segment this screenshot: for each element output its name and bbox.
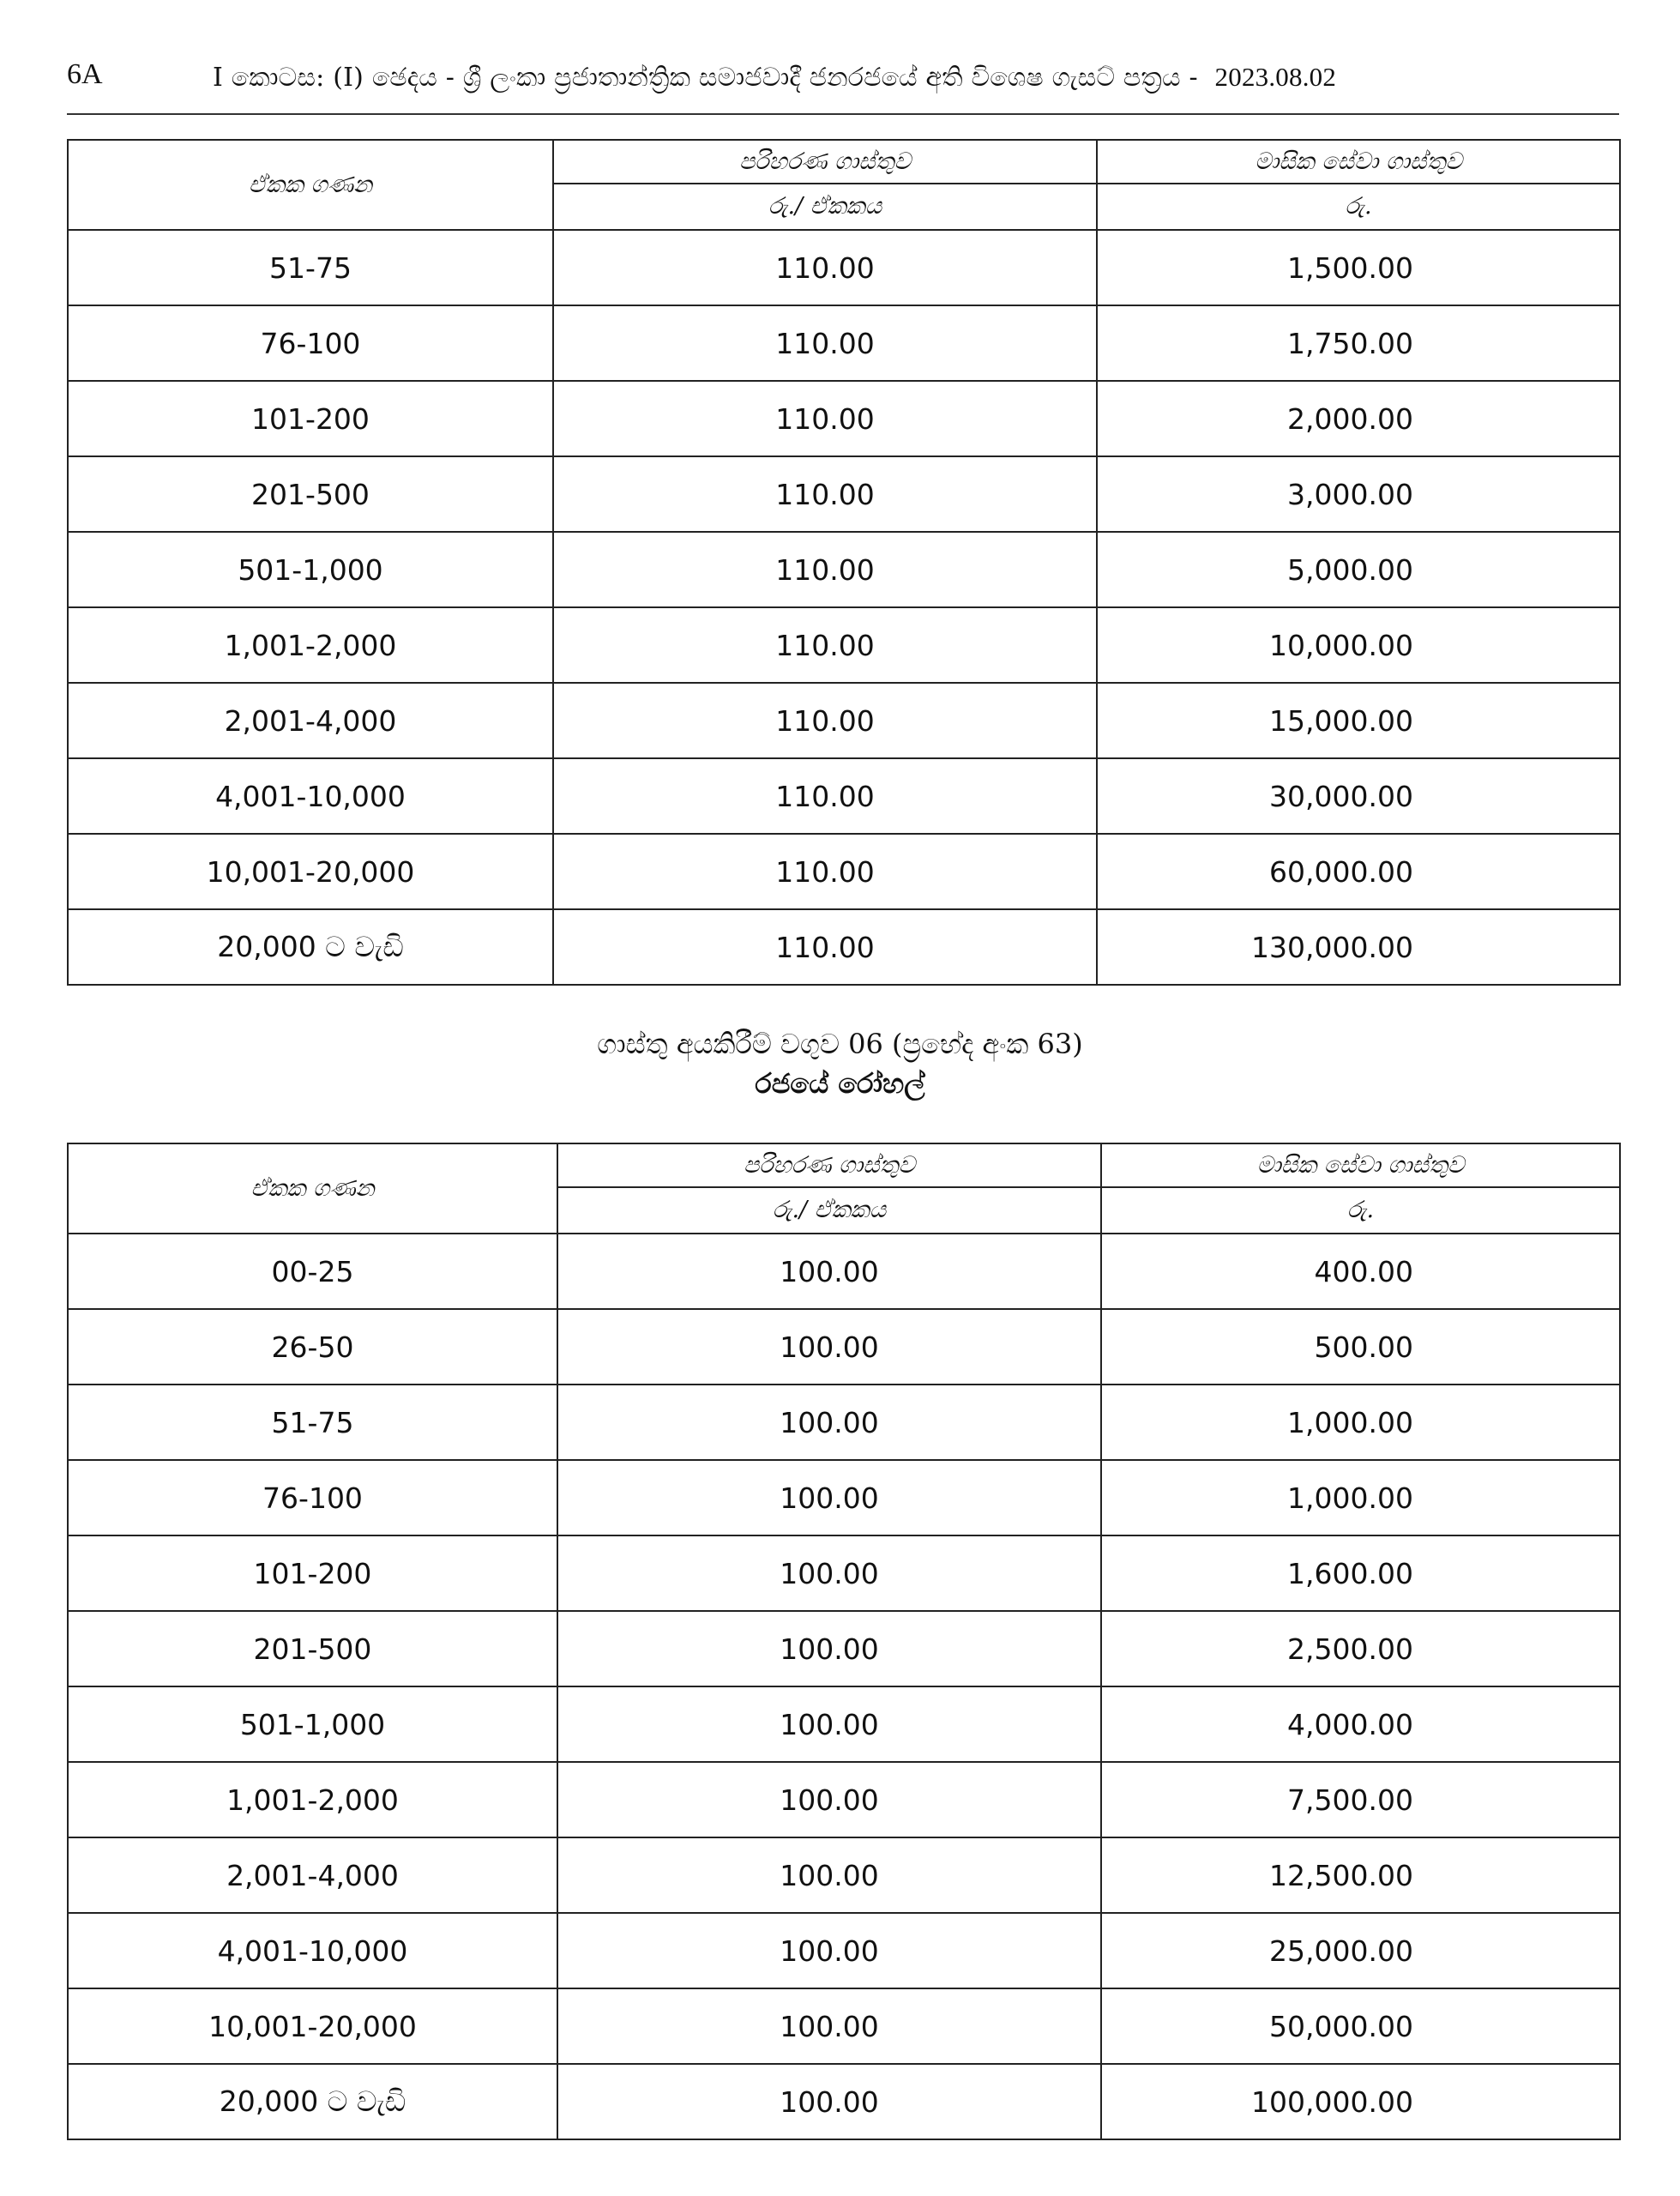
usage-charge-cell: 110.00 <box>553 305 1097 381</box>
table-row <box>68 1913 1620 1988</box>
tariff-table-2 <box>67 1143 1621 2140</box>
table-row <box>68 1309 1620 1385</box>
units-cell: 20,000 ට වැඩි <box>68 909 553 985</box>
monthly-charge-cell: 50,000.00 <box>1101 1988 1620 2064</box>
usage-charge-cell: 100.00 <box>557 1913 1101 1988</box>
usage-charge-cell: 110.00 <box>553 683 1097 758</box>
monthly-charge-cell: 500.00 <box>1101 1309 1620 1385</box>
header-monthly-unit: රු. <box>1097 184 1620 230</box>
units-cell: 4,001-10,000 <box>68 1913 557 1988</box>
units-cell: 501-1,000 <box>68 1686 557 1762</box>
units-cell: 4,001-10,000 <box>68 758 553 834</box>
usage-charge-cell: 110.00 <box>553 834 1097 909</box>
monthly-charge-cell: 60,000.00 <box>1097 834 1620 909</box>
table-row <box>68 230 1620 305</box>
header-usage-charge: පරිහරණ ගාස්තුව <box>553 140 1097 184</box>
table-row <box>68 305 1620 381</box>
header-units: ඒකක ගණන <box>68 140 553 230</box>
monthly-charge-cell: 400.00 <box>1101 1234 1620 1309</box>
tariff-table-1 <box>67 139 1621 986</box>
units-cell: 1,001-2,000 <box>68 607 553 683</box>
units-cell: 26-50 <box>68 1309 557 1385</box>
table-row <box>68 834 1620 909</box>
units-cell: 1,001-2,000 <box>68 1762 557 1837</box>
monthly-charge-cell: 5,000.00 <box>1097 532 1620 607</box>
table-row <box>68 456 1620 532</box>
section-subtitle: රජයේ රෝහල් <box>755 1067 925 1100</box>
table-row <box>68 2064 1620 2139</box>
header-usage-unit: රු./ ඒකකය <box>557 1187 1101 1234</box>
usage-charge-cell: 110.00 <box>553 230 1097 305</box>
units-cell: 201-500 <box>68 1611 557 1686</box>
units-cell: 2,001-4,000 <box>68 1837 557 1913</box>
monthly-charge-cell: 1,750.00 <box>1097 305 1620 381</box>
monthly-charge-cell: 1,500.00 <box>1097 230 1620 305</box>
usage-charge-cell: 100.00 <box>557 1988 1101 2064</box>
units-cell: 76-100 <box>68 1460 557 1535</box>
table-row <box>68 607 1620 683</box>
usage-charge-cell: 110.00 <box>553 381 1097 456</box>
usage-charge-cell: 100.00 <box>557 1385 1101 1460</box>
running-title-text: I කොටස: (I) ඡෙදය - ශ්‍රී ලංකා ප්‍රජාතාන්ත්‍රික සමාජවාදී ජනරජයේ අති විශෙෂ ගැසට් පත්‍රය - <box>213 63 1198 93</box>
usage-charge-cell: 100.00 <box>557 1535 1101 1611</box>
table-row <box>68 1686 1620 1762</box>
units-cell: 51-75 <box>68 1385 557 1460</box>
usage-charge-cell: 110.00 <box>553 532 1097 607</box>
monthly-charge-cell: 12,500.00 <box>1101 1837 1620 1913</box>
units-cell: 76-100 <box>68 305 553 381</box>
monthly-charge-cell: 2,000.00 <box>1097 381 1620 456</box>
table-row <box>68 1385 1620 1460</box>
monthly-charge-cell: 30,000.00 <box>1097 758 1620 834</box>
monthly-charge-cell: 1,000.00 <box>1101 1385 1620 1460</box>
units-cell: 501-1,000 <box>68 532 553 607</box>
units-cell: 101-200 <box>68 1535 557 1611</box>
monthly-charge-cell: 4,000.00 <box>1101 1686 1620 1762</box>
monthly-charge-cell: 2,500.00 <box>1101 1611 1620 1686</box>
header-monthly-charge: මාසික සේවා ගාස්තුව <box>1101 1143 1620 1187</box>
monthly-charge-cell: 15,000.00 <box>1097 683 1620 758</box>
table-row <box>68 1762 1620 1837</box>
usage-charge-cell: 110.00 <box>553 758 1097 834</box>
units-cell: 00-25 <box>68 1234 557 1309</box>
table-row <box>68 1611 1620 1686</box>
table-row <box>68 758 1620 834</box>
monthly-charge-cell: 10,000.00 <box>1097 607 1620 683</box>
monthly-charge-cell: 1,000.00 <box>1101 1460 1620 1535</box>
usage-charge-cell: 100.00 <box>557 1309 1101 1385</box>
monthly-charge-cell: 100,000.00 <box>1101 2064 1620 2139</box>
monthly-charge-cell: 25,000.00 <box>1101 1913 1620 1988</box>
page-number: 6A <box>67 58 103 90</box>
table-row <box>68 381 1620 456</box>
header-usage-unit: රු./ ඒකකය <box>553 184 1097 230</box>
monthly-charge-cell: 130,000.00 <box>1097 909 1620 985</box>
usage-charge-cell: 100.00 <box>557 1762 1101 1837</box>
page-header <box>67 53 1619 115</box>
monthly-charge-cell: 1,600.00 <box>1101 1535 1620 1611</box>
header-usage-charge: පරිහරණ ගාස්තුව <box>557 1143 1101 1187</box>
monthly-charge-cell: 3,000.00 <box>1097 456 1620 532</box>
units-cell: 101-200 <box>68 381 553 456</box>
table-row <box>68 683 1620 758</box>
units-cell: 201-500 <box>68 456 553 532</box>
monthly-charge-cell: 7,500.00 <box>1101 1762 1620 1837</box>
usage-charge-cell: 100.00 <box>557 1234 1101 1309</box>
table-2-body <box>68 1234 1620 2139</box>
table-row <box>68 532 1620 607</box>
usage-charge-cell: 100.00 <box>557 2064 1101 2139</box>
usage-charge-cell: 100.00 <box>557 1837 1101 1913</box>
table-1-body <box>68 230 1620 985</box>
header-monthly-charge: මාසික සේවා ගාස්තුව <box>1097 140 1620 184</box>
units-cell: 51-75 <box>68 230 553 305</box>
units-cell: 2,001-4,000 <box>68 683 553 758</box>
running-title <box>213 62 1336 93</box>
usage-charge-cell: 100.00 <box>557 1686 1101 1762</box>
section-title: ගාස්තු අයකිරීම් වගුව 06 (ප්‍රභේද අංක 63) <box>597 1028 1083 1060</box>
usage-charge-cell: 110.00 <box>553 607 1097 683</box>
table-row <box>68 1988 1620 2064</box>
units-cell: 10,001-20,000 <box>68 1988 557 2064</box>
header-monthly-unit: රු. <box>1101 1187 1620 1234</box>
usage-charge-cell: 100.00 <box>557 1611 1101 1686</box>
usage-charge-cell: 110.00 <box>553 909 1097 985</box>
units-cell: 10,001-20,000 <box>68 834 553 909</box>
table-row <box>68 909 1620 985</box>
gazette-date: 2023.08.02 <box>1214 62 1337 92</box>
table-row <box>68 1535 1620 1611</box>
units-cell: 20,000 ට වැඩි <box>68 2064 557 2139</box>
usage-charge-cell: 100.00 <box>557 1460 1101 1535</box>
table-row <box>68 1234 1620 1309</box>
header-units: ඒකක ගණන <box>68 1143 557 1234</box>
table-row <box>68 1460 1620 1535</box>
table-row <box>68 1837 1620 1913</box>
usage-charge-cell: 110.00 <box>553 456 1097 532</box>
